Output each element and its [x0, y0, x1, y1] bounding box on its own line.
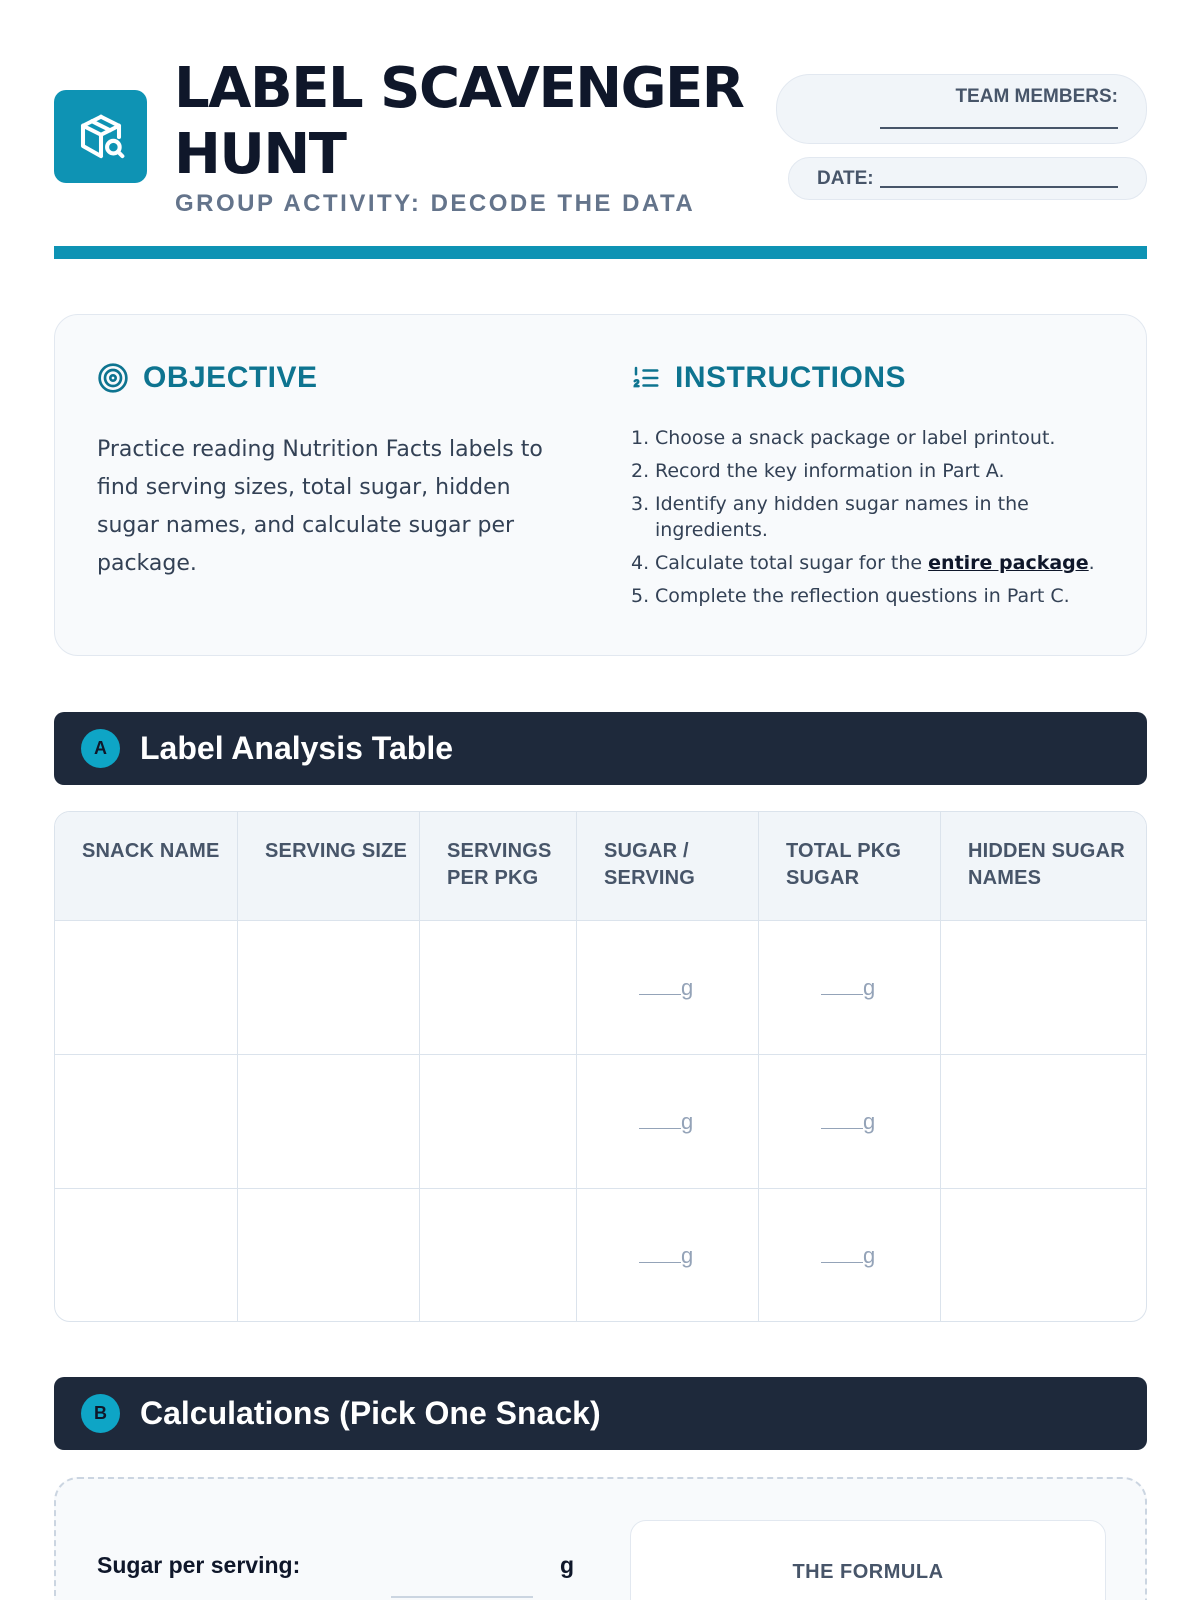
instruction-step: 1. Choose a snack package or label printout. [631, 427, 1056, 449]
page-subtitle: GROUP ACTIVITY: DECODE THE DATA [175, 190, 696, 217]
instructions-heading [631, 361, 1131, 395]
serving-size-cell[interactable] [238, 1055, 420, 1188]
sugar-per-serving-cell[interactable]: g [577, 921, 759, 1054]
section-a-title: Label Analysis Table [140, 730, 453, 766]
sugar-per-serving-blank[interactable] [391, 1596, 533, 1598]
table-row [55, 1055, 1146, 1189]
sugar-per-serving-cell[interactable]: g [577, 1055, 759, 1188]
instruction-step: 2. Record the key information in Part A. [631, 460, 1005, 482]
objective-section [97, 361, 567, 583]
team-members-label: TEAM MEMBERS: [955, 86, 1118, 107]
objective-instructions-card [54, 314, 1147, 656]
servings-per-pkg-cell[interactable] [420, 921, 577, 1054]
serving-size-cell[interactable] [238, 921, 420, 1054]
section-b-title: Calculations (Pick One Snack) [140, 1395, 601, 1431]
instruction-step: 4. Calculate total sugar for the entire package. [631, 552, 1095, 574]
snack-name-cell[interactable] [55, 1055, 238, 1188]
section-a-header [54, 712, 1147, 785]
objective-heading-text: OBJECTIVE [143, 361, 318, 394]
target-icon [97, 362, 129, 394]
sugar-per-serving-unit: g [560, 1552, 575, 1578]
instructions-heading-text: INSTRUCTIONS [675, 361, 906, 394]
objective-heading [97, 361, 567, 395]
column-header: SNACK NAME [55, 812, 238, 920]
team-members-blank[interactable] [880, 109, 1118, 129]
package-search-icon [54, 90, 147, 183]
instructions-list [631, 425, 1131, 609]
entire-package-emphasis: entire package [928, 552, 1089, 574]
servings-per-pkg-cell[interactable] [420, 1055, 577, 1188]
column-header: SERVING SIZE [238, 812, 420, 920]
sugar-per-serving-cell[interactable]: g [577, 1189, 759, 1322]
sugar-per-serving-label: Sugar per serving: [97, 1552, 301, 1578]
hidden-sugar-names-cell[interactable] [941, 1189, 1146, 1322]
date-field[interactable] [788, 157, 1147, 200]
servings-per-pkg-cell[interactable] [420, 1189, 577, 1322]
instruction-step: 5. Complete the reflection questions in Part C. [631, 585, 1070, 607]
team-members-field[interactable] [776, 74, 1147, 144]
total-pkg-sugar-cell[interactable]: g [759, 1189, 941, 1322]
list-ordered-icon [631, 363, 661, 393]
hidden-sugar-names-cell[interactable] [941, 1055, 1146, 1188]
section-b-badge: B [81, 1394, 120, 1433]
serving-size-cell[interactable] [238, 1189, 420, 1322]
instruction-step: 3. Identify any hidden sugar names in the ingredients. [631, 493, 1029, 541]
page-title: LABEL SCAVENGER HUNT [174, 56, 744, 187]
column-header: SUGAR / SERVING [577, 812, 759, 920]
section-b-header [54, 1377, 1147, 1450]
snack-name-cell[interactable] [55, 1189, 238, 1322]
total-pkg-sugar-cell[interactable]: g [759, 921, 941, 1054]
worksheet-header [54, 56, 1147, 262]
instructions-section [631, 361, 1131, 616]
section-a-badge: A [81, 729, 120, 768]
table-header-row [55, 812, 1146, 921]
header-divider [54, 246, 1147, 259]
snack-name-cell[interactable] [55, 921, 238, 1054]
table-row [55, 1189, 1146, 1322]
formula-box [630, 1520, 1106, 1600]
date-blank[interactable] [880, 170, 1118, 188]
calculations-box [54, 1477, 1147, 1600]
label-analysis-table [54, 811, 1147, 1322]
table-row [55, 921, 1146, 1055]
hidden-sugar-names-cell[interactable] [941, 921, 1146, 1054]
column-header: TOTAL PKG SUGAR [759, 812, 941, 920]
date-label: DATE: [817, 167, 874, 189]
objective-text: Practice reading Nutrition Facts labels to find serving sizes, total sugar, hidden sugar names, and calculate sugar per package. [97, 437, 543, 576]
column-header: HIDDEN SUGAR NAMES [968, 840, 1125, 889]
column-header: SERVINGS PER PKG [420, 812, 577, 920]
formula-title: THE FORMULA [792, 1561, 944, 1583]
total-pkg-sugar-cell[interactable]: g [759, 1055, 941, 1188]
